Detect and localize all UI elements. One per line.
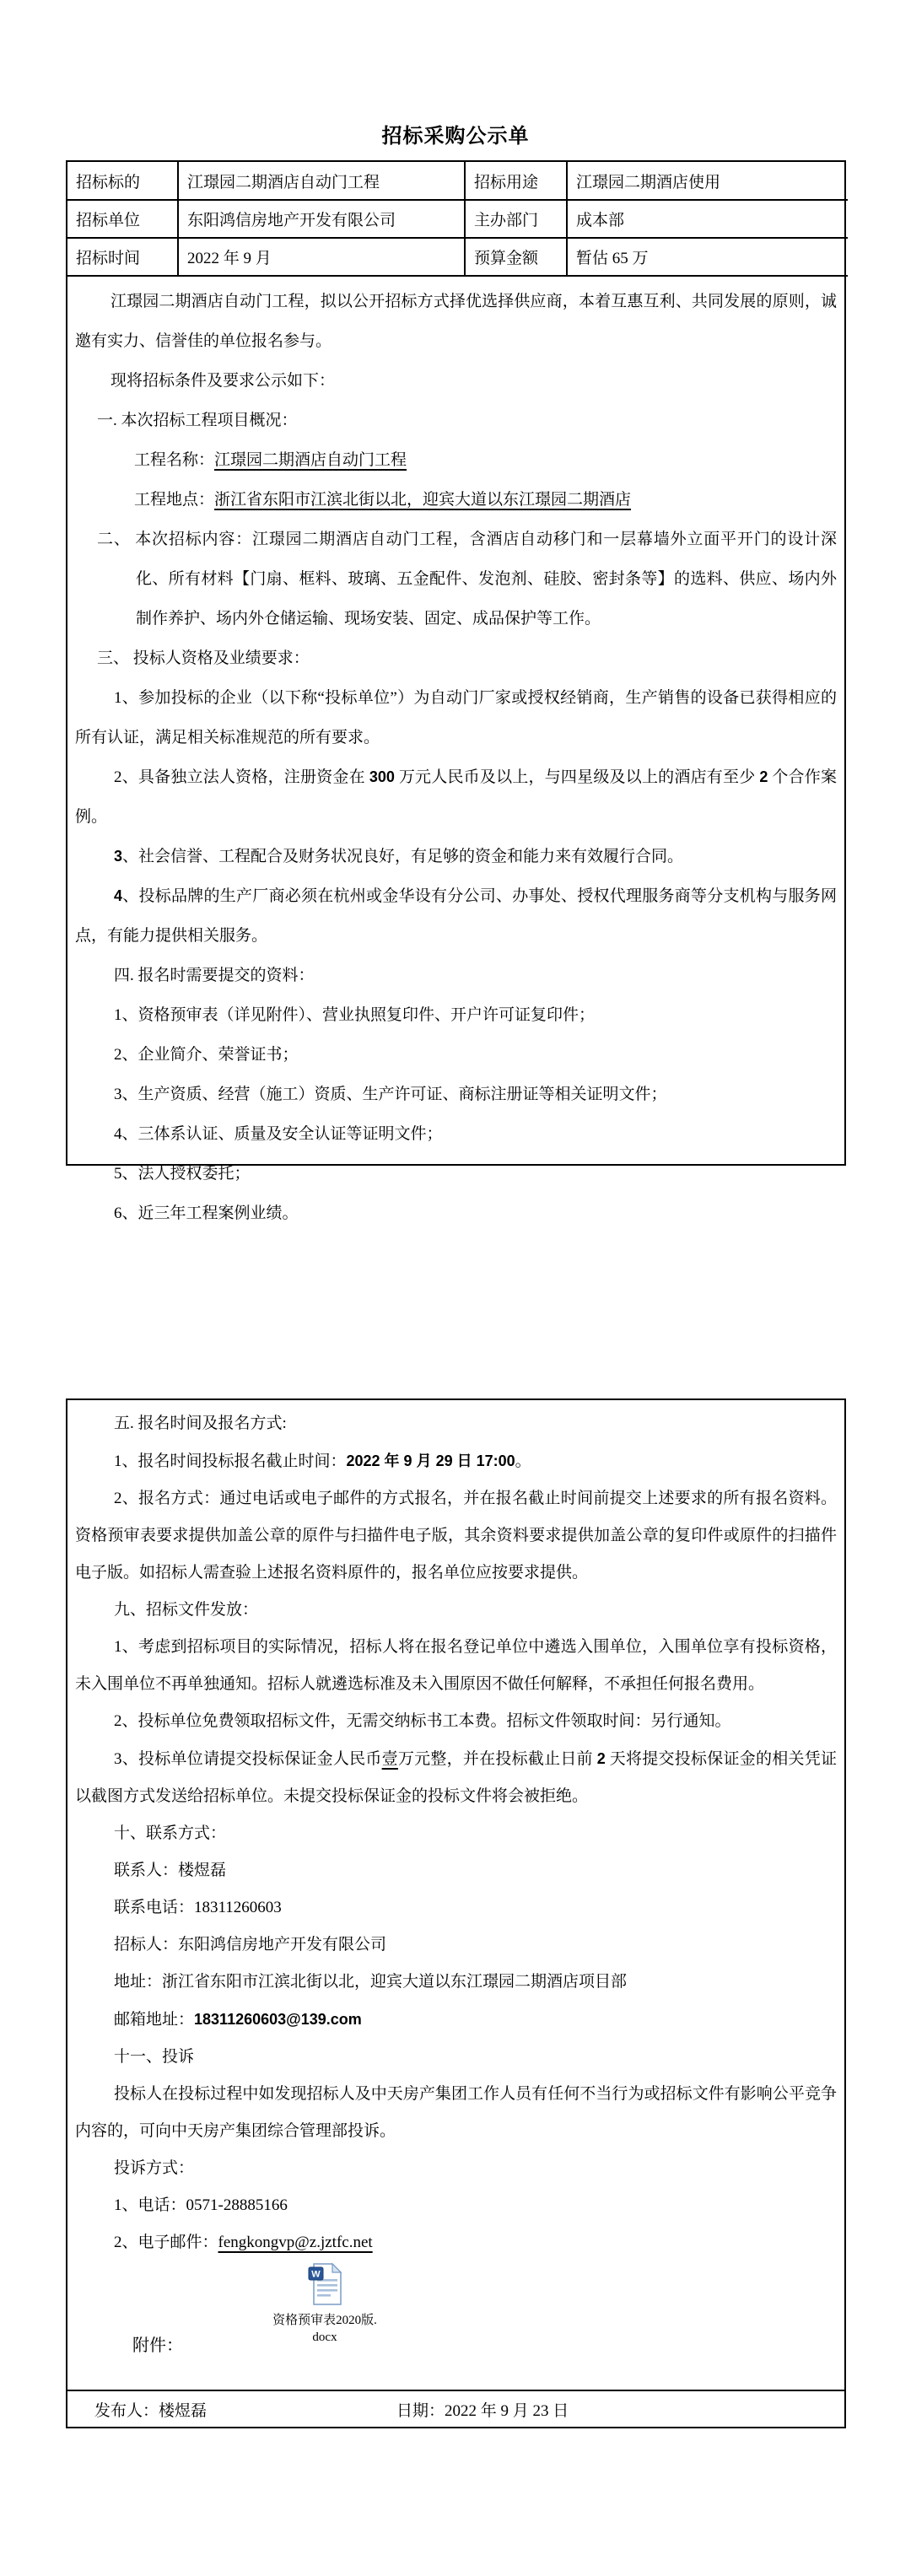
field-value: 江璟园二期酒店自动门工程 xyxy=(178,162,465,200)
paragraph xyxy=(75,1035,837,1075)
signup-body xyxy=(67,1400,844,2252)
text: 1、参加投标的企业（以下称“投标单位”）为自动门厂家或授权经销商，生产销售的设备已获得相应的所有认证，满足相关标准规范的所有要求。 xyxy=(75,689,837,746)
paragraph xyxy=(75,361,837,401)
paragraph xyxy=(75,639,837,678)
paragraph xyxy=(75,1889,837,1927)
emphasized-text: 2 xyxy=(596,1750,606,1767)
paragraph xyxy=(75,837,837,876)
text: 2、具备独立法人资格，注册资金在 xyxy=(114,768,369,786)
paragraph xyxy=(75,2076,837,2150)
text: 工程名称： xyxy=(134,451,215,469)
text: 工程地点： xyxy=(134,491,215,509)
paragraph xyxy=(75,876,837,956)
announcement-body xyxy=(67,277,844,1222)
text: 投标人在投标过程中如发现招标人及中天房产集团工作人员有任何不当行为或招标文件有影响公平竞争内容的，可向中天房产集团综合管理部投诉。 xyxy=(75,2085,837,2140)
field-value: 东阳鸿信房地产开发有限公司 xyxy=(178,200,465,238)
field-value: 2022 年 9 月 xyxy=(178,238,465,276)
page-title: 招标采购公示单 xyxy=(381,126,530,148)
word-doc-icon xyxy=(307,2262,342,2310)
attachment-filename-line1: 资格预审表2020版. xyxy=(272,2314,377,2327)
signup-box xyxy=(66,1398,846,2428)
paragraph xyxy=(75,1740,837,1815)
field-value: 成本部 xyxy=(567,200,848,238)
text: 投诉方式： xyxy=(114,2159,195,2177)
text: 2、电子邮件： xyxy=(114,2234,218,2251)
publisher-value: 楼煜磊 xyxy=(159,2401,208,2420)
paragraph xyxy=(75,440,837,480)
text: 现将招标条件及要求公示如下： xyxy=(111,372,336,390)
text: 招标人：东阳鸿信房地产开发有限公司 xyxy=(114,1936,387,1954)
text: 地址：浙江省东阳市江滨北街以北，迎宾大道以东江璟园二期酒店项目部 xyxy=(114,1973,628,1991)
paragraph xyxy=(75,1815,837,1852)
paragraph xyxy=(75,956,837,995)
text: 一. 本次招标工程项目概况： xyxy=(97,412,298,429)
field-label: 招标时间 xyxy=(67,238,178,276)
field-label: 预算金额 xyxy=(465,238,567,276)
text: 万元人民币及以上，与四星级及以上的酒店有至少 xyxy=(394,768,760,786)
paragraph xyxy=(75,2150,837,2187)
text: 3、生产资质、经营（施工）资质、生产许可证、商标注册证等相关证明文件； xyxy=(114,1086,667,1103)
text: 3、投标单位请提交投标保证金人民币 xyxy=(114,1750,382,1768)
paragraph xyxy=(75,1964,837,2001)
table-row xyxy=(67,238,848,276)
publish-date xyxy=(396,2398,569,2421)
text: 1、资格预审表（详见附件）、营业执照复印件、开户许可证复印件； xyxy=(114,1006,596,1024)
paragraph xyxy=(75,401,837,440)
paragraph xyxy=(75,995,837,1035)
text: 五. 报名时间及报名方式: xyxy=(114,1415,287,1432)
footer-row xyxy=(67,2390,844,2427)
publisher xyxy=(67,2398,396,2421)
paragraph xyxy=(75,757,837,837)
paragraph xyxy=(75,1405,837,1442)
text: 四. 报名时需要提交的资料： xyxy=(114,967,315,984)
underlined-text: 壹 xyxy=(381,1750,398,1768)
text: 十、联系方式： xyxy=(114,1824,227,1842)
text: 个合作案例。 xyxy=(75,768,837,826)
emphasized-text: 2022 年 9 月 29 日 17:00 xyxy=(346,1452,515,1469)
field-label: 招标单位 xyxy=(67,200,178,238)
emphasized-text: 4 xyxy=(114,887,123,904)
paragraph xyxy=(75,520,837,639)
underlined-text: 浙江省东阳市江滨北街以北，迎宾大道以东江璟园二期酒店 xyxy=(214,491,632,509)
paragraph xyxy=(75,1927,837,1964)
text: 三、 投标人资格及业绩要求： xyxy=(97,649,310,667)
publisher-label: 发布人： xyxy=(94,2401,159,2420)
paragraph xyxy=(75,282,837,361)
text: 万元整，并在投标截止日前 xyxy=(397,1750,597,1768)
text: 2、报名方式：通过电话或电子邮件的方式报名，并在报名截止时间前提交上述要求的所有报名资料。资格预审表要求提供加盖公章的原件与扫描件电子版，其余资料要求提供加盖公章的复印件或原件的扫描件电子版。如招标人需查验上述报名资料原件的，报名单位应按要求提供。 xyxy=(75,1490,837,1582)
text: 江璟园二期酒店自动门工程，拟以公开招标方式择优选择供应商，本着互惠互利、共同发展的原则，诚邀有实力、信誉佳的单位报名参与。 xyxy=(75,293,837,350)
text: 6、近三年工程案例业绩。 xyxy=(114,1204,299,1222)
field-value: 江璟园二期酒店使用 xyxy=(567,162,848,200)
paragraph xyxy=(75,1194,837,1233)
field-label: 招标用途 xyxy=(465,162,567,200)
paragraph xyxy=(75,1629,837,1703)
paragraph xyxy=(75,480,837,520)
text: 2、企业简介、荣誉证书； xyxy=(114,1046,299,1064)
attachment-filename xyxy=(240,2312,409,2346)
text: 联系电话：18311260603 xyxy=(114,1899,282,1916)
text: 5、法人授权委托； xyxy=(114,1165,251,1183)
announcement-box xyxy=(66,160,846,1222)
paragraph xyxy=(75,1852,837,1889)
paragraph xyxy=(75,2187,837,2224)
paragraph xyxy=(75,2039,837,2076)
attachment-file[interactable] xyxy=(240,2262,409,2346)
attachment-label: 附件： xyxy=(132,2336,183,2355)
text: 邮箱地址： xyxy=(114,2011,195,2029)
field-value: 暂估 65 万 xyxy=(567,238,848,276)
table-row xyxy=(67,162,848,200)
text: 、社会信誉、工程配合及财务状况良好，有足够的资金和能力来有效履行合同。 xyxy=(122,848,684,865)
text: 天将提交投标保证金的相关凭证以截图方式发送给招标单位。未提交投标保证金的投标文件将会被拒绝。 xyxy=(75,1750,837,1805)
paragraph xyxy=(75,1480,837,1592)
date-label: 日期： xyxy=(396,2401,445,2420)
emphasized-text: 300 xyxy=(369,768,395,785)
text: 2、投标单位免费领取招标文件，无需交纳标书工本费。招标文件领取时间：另行通知。 xyxy=(114,1712,731,1730)
underlined-text: 江璟园二期酒店自动门工程 xyxy=(214,451,407,469)
text: 联系人：楼煜磊 xyxy=(114,1862,227,1879)
emphasized-text: 18311260603@139.com xyxy=(194,2011,362,2028)
paragraph xyxy=(75,1154,837,1194)
text: 4、三体系认证、质量及安全认证等证明文件； xyxy=(114,1125,443,1143)
text: 十一、投诉 xyxy=(114,2048,195,2066)
paragraph xyxy=(75,1075,837,1114)
attachment-filename-line2: docx xyxy=(312,2331,337,2344)
paragraph xyxy=(75,1114,837,1154)
text: 。 xyxy=(515,1452,531,1470)
emphasized-text: 3 xyxy=(114,848,123,865)
paragraph xyxy=(75,2001,837,2039)
text: 1、考虑到招标项目的实际情况，招标人将在报名登记单位中遴选入围单位，入围单位享有投标资格，未入围单位不再单独通知。招标人就遴选标准及未入围原因不做任何解释，不承担任何报名费用。 xyxy=(75,1638,837,1693)
paragraph xyxy=(75,1703,837,1740)
text: 二、 本次招标内容：江璟园二期酒店自动门工程，含酒店自动移门和一层幕墙外立面平开门的设计深化、所有材料【门扇、框料、玻璃、五金配件、发泡剂、硅胶、密封条等】的选料、供应、场内外制作养护、场内外仓储运输、现场安装、固定、成品保护等工作。 xyxy=(97,531,837,628)
text: 1、报名时间投标报名截止时间： xyxy=(114,1452,347,1470)
field-label: 主办部门 xyxy=(465,200,567,238)
text: 、投标品牌的生产厂商必须在杭州或金华设有分公司、办事处、授权代理服务商等分支机构与服务网点，有能力提供相关服务。 xyxy=(75,887,837,945)
attachment-row xyxy=(67,2262,844,2389)
svg-text:W: W xyxy=(311,2269,321,2280)
paragraph xyxy=(75,2224,837,2261)
date-value: 2022 年 9 月 23 日 xyxy=(445,2401,569,2420)
field-label: 招标标的 xyxy=(67,162,178,200)
emphasized-text: 2 xyxy=(759,768,768,785)
text: 1、电话：0571-28885166 xyxy=(114,2196,288,2214)
paragraph xyxy=(75,678,837,757)
table-row xyxy=(67,200,848,238)
paragraph xyxy=(75,1442,837,1480)
text: 九、招标文件发放： xyxy=(114,1601,259,1619)
underlined-text: fengkongvp@z.jztfc.net xyxy=(218,2234,373,2251)
paragraph xyxy=(75,1592,837,1629)
info-table xyxy=(67,162,848,277)
